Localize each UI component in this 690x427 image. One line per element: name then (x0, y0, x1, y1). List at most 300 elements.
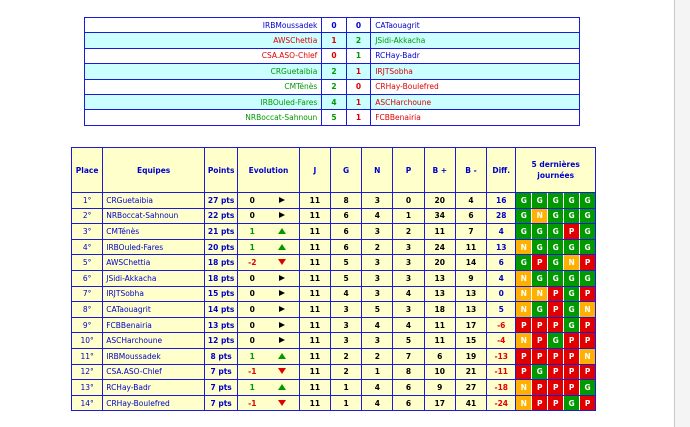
result-home-score: 0 (322, 48, 346, 63)
standing-team: AWSChettia (103, 255, 205, 271)
evolution-wrap (238, 243, 298, 252)
form-result-badge: G (564, 318, 580, 333)
match-results-body (85, 18, 580, 126)
arrow-up-icon (278, 228, 286, 234)
standing-form (516, 286, 596, 302)
standing-goals-for: 18 (424, 302, 455, 318)
standing-evolution (238, 239, 299, 255)
standing-form (516, 302, 596, 318)
standing-place: 11° (72, 348, 103, 364)
evolution-value: 0 (249, 304, 255, 314)
standing-lost: 5 (393, 333, 424, 349)
standing-drawn: 2 (362, 239, 393, 255)
standing-goals-against: 15 (455, 333, 486, 349)
evolution-arrow-wrap (266, 274, 298, 283)
form-result-badge: N (532, 209, 548, 224)
form-result-badge: P (548, 396, 564, 411)
standing-form (516, 395, 596, 411)
evolution-value: 0 (249, 195, 255, 205)
standing-place: 8° (72, 302, 103, 318)
result-home-team: CMTénès (85, 79, 322, 94)
standing-goals-for: 13 (424, 270, 455, 286)
result-home-score: 5 (322, 110, 346, 125)
arrow-right-icon (279, 212, 285, 218)
standing-goal-diff: 13 (487, 239, 516, 255)
standing-goals-against: 41 (455, 395, 486, 411)
form-result-badge: G (548, 255, 564, 270)
header-last5: 5 dernières journées (516, 148, 596, 193)
standing-goal-diff: -18 (487, 380, 516, 396)
standing-goals-against: 14 (455, 255, 486, 271)
standing-won: 5 (330, 255, 361, 271)
evolution-arrow-wrap (266, 196, 298, 205)
standing-goal-diff: 5 (487, 302, 516, 318)
form-result-badge: G (516, 255, 532, 270)
standing-goal-diff: -11 (487, 364, 516, 380)
form-result-badge: P (564, 365, 580, 380)
form-row (516, 318, 595, 333)
arrow-right-icon (279, 322, 285, 328)
standings-row (72, 364, 596, 380)
form-result-badge: P (580, 333, 595, 348)
standing-played: 11 (299, 239, 330, 255)
form-result-badge: P (516, 349, 532, 364)
form-result-badge: N (580, 302, 595, 317)
form-row (516, 349, 595, 364)
evolution-arrow-wrap (266, 227, 298, 236)
standings-row (72, 208, 596, 224)
result-home-score: 2 (322, 79, 346, 94)
evolution-value: 1 (249, 382, 255, 392)
standings-table (71, 147, 596, 411)
result-home-score: 1 (322, 33, 346, 48)
standing-won: 2 (330, 348, 361, 364)
standing-lost: 4 (393, 317, 424, 333)
standing-evolution (238, 395, 299, 411)
standing-place: 9° (72, 317, 103, 333)
standing-drawn: 3 (362, 333, 393, 349)
arrow-right-icon (279, 306, 285, 312)
form-result-badge: G (548, 209, 564, 224)
result-away-team: IRJTSobha (371, 64, 580, 79)
standing-team: FCBBenairia (103, 317, 205, 333)
result-away-team: CRHay-Boulefred (371, 79, 580, 94)
evolution-wrap (238, 227, 298, 236)
standing-goals-for: 24 (424, 239, 455, 255)
header-bminus: B - (455, 148, 486, 193)
standing-team: CSA.ASO-Chlef (103, 364, 205, 380)
standing-goal-diff: -4 (487, 333, 516, 349)
result-row (85, 94, 580, 109)
result-row (85, 110, 580, 125)
header-points: Points (205, 148, 238, 193)
form-result-badge: N (516, 333, 532, 348)
standing-goals-against: 27 (455, 380, 486, 396)
standing-drawn: 4 (362, 208, 393, 224)
standing-place: 3° (72, 224, 103, 240)
form-result-badge: G (532, 302, 548, 317)
form-row (516, 255, 595, 270)
standing-team: JSidi-Akkacha (103, 270, 205, 286)
standing-place: 4° (72, 239, 103, 255)
form-result-badge: P (580, 396, 595, 411)
header-j: J (299, 148, 330, 193)
form-row (516, 271, 595, 286)
standing-goals-for: 20 (424, 255, 455, 271)
standing-form (516, 380, 596, 396)
form-result-badge: P (532, 396, 548, 411)
result-away-score: 1 (346, 48, 370, 63)
standing-form (516, 239, 596, 255)
evolution-value: 1 (249, 226, 255, 236)
form-result-badge: G (532, 271, 548, 286)
form-result-badge: N (516, 271, 532, 286)
form-result-badge: P (548, 302, 564, 317)
form-row (516, 193, 595, 208)
form-result-badge: G (516, 209, 532, 224)
result-away-team: FCBBenairia (371, 110, 580, 125)
standing-played: 11 (299, 208, 330, 224)
form-row (516, 287, 595, 302)
standing-team: IRBMoussadek (103, 348, 205, 364)
standing-goal-diff: 6 (487, 255, 516, 271)
standing-goals-for: 34 (424, 208, 455, 224)
form-result-badge: P (532, 255, 548, 270)
form-result-badge: P (580, 255, 595, 270)
form-result-badge: N (516, 240, 532, 255)
form-result-badge: G (548, 240, 564, 255)
evolution-arrow-wrap (266, 336, 298, 345)
standing-lost: 0 (393, 193, 424, 209)
result-away-team: JSidi-Akkacha (371, 33, 580, 48)
evolution-wrap (238, 336, 298, 345)
standing-drawn: 1 (362, 364, 393, 380)
standing-played: 11 (299, 193, 330, 209)
evolution-arrow-wrap (266, 289, 298, 298)
standing-drawn: 4 (362, 395, 393, 411)
form-result-badge: G (564, 209, 580, 224)
standing-points: 15 pts (205, 286, 238, 302)
standing-goals-against: 21 (455, 364, 486, 380)
standing-played: 11 (299, 364, 330, 380)
standing-goals-for: 20 (424, 193, 455, 209)
standing-won: 6 (330, 224, 361, 240)
standing-place: 1° (72, 193, 103, 209)
evolution-wrap (238, 289, 298, 298)
standing-form (516, 333, 596, 349)
standing-points: 7 pts (205, 364, 238, 380)
result-home-team: NRBoccat-Sahnoun (85, 110, 322, 125)
standing-team: NRBoccat-Sahnoun (103, 208, 205, 224)
standing-played: 11 (299, 255, 330, 271)
form-result-badge: P (564, 224, 580, 239)
standing-team: RCHay-Badr (103, 380, 205, 396)
standing-goals-for: 10 (424, 364, 455, 380)
standing-played: 11 (299, 270, 330, 286)
standing-goals-against: 19 (455, 348, 486, 364)
standing-won: 1 (330, 380, 361, 396)
standing-drawn: 3 (362, 224, 393, 240)
result-home-team: IRBOuled-Fares (85, 94, 322, 109)
standings-row (72, 333, 596, 349)
standing-won: 3 (330, 302, 361, 318)
standing-evolution (238, 380, 299, 396)
result-home-team: AWSChettia (85, 33, 322, 48)
standing-goals-against: 13 (455, 302, 486, 318)
standing-evolution (238, 348, 299, 364)
form-result-badge: P (516, 318, 532, 333)
form-result-badge: G (516, 193, 532, 208)
standing-points: 20 pts (205, 239, 238, 255)
evolution-value: -1 (248, 398, 257, 408)
form-row (516, 365, 595, 380)
evolution-value: 0 (249, 320, 255, 330)
evolution-value: -2 (248, 258, 257, 268)
standing-points: 18 pts (205, 255, 238, 271)
form-result-badge: P (564, 349, 580, 364)
form-result-badge: G (580, 271, 595, 286)
form-result-badge: G (580, 209, 595, 224)
form-result-badge: G (564, 396, 580, 411)
standing-team: IRJTSobha (103, 286, 205, 302)
standing-goals-against: 9 (455, 270, 486, 286)
standing-form (516, 270, 596, 286)
standing-goals-for: 11 (424, 224, 455, 240)
evolution-value: 0 (249, 211, 255, 221)
result-row (85, 64, 580, 79)
evolution-value: 1 (249, 351, 255, 361)
standing-evolution (238, 317, 299, 333)
standing-evolution (238, 302, 299, 318)
evolution-wrap (238, 321, 298, 330)
standing-goals-against: 7 (455, 224, 486, 240)
header-evolution: Evolution (238, 148, 299, 193)
form-result-badge: P (532, 380, 548, 395)
standing-evolution (238, 208, 299, 224)
standings-row (72, 317, 596, 333)
standing-team: ASCHarchoune (103, 333, 205, 349)
standing-goals-for: 11 (424, 333, 455, 349)
standing-lost: 3 (393, 239, 424, 255)
standing-won: 6 (330, 208, 361, 224)
arrow-right-icon (279, 197, 285, 203)
form-result-badge: P (516, 365, 532, 380)
standing-drawn: 3 (362, 193, 393, 209)
form-result-badge: G (548, 193, 564, 208)
standing-played: 11 (299, 348, 330, 364)
form-result-badge: G (564, 240, 580, 255)
standing-won: 3 (330, 317, 361, 333)
evolution-wrap (238, 274, 298, 283)
result-row (85, 33, 580, 48)
standing-team: CATaouagrit (103, 302, 205, 318)
standing-evolution (238, 193, 299, 209)
evolution-value: 0 (249, 289, 255, 299)
form-result-badge: G (580, 224, 595, 239)
evolution-arrow-wrap (266, 243, 298, 252)
standing-goals-for: 17 (424, 395, 455, 411)
form-result-badge: G (548, 224, 564, 239)
arrow-right-icon (279, 275, 285, 281)
standings-row (72, 395, 596, 411)
standing-form (516, 317, 596, 333)
evolution-wrap (238, 196, 298, 205)
evolution-value: 0 (249, 336, 255, 346)
standing-goals-against: 6 (455, 208, 486, 224)
standing-lost: 7 (393, 348, 424, 364)
standing-points: 13 pts (205, 317, 238, 333)
standings-row (72, 380, 596, 396)
result-away-score: 0 (346, 18, 370, 33)
arrow-down-icon (278, 368, 286, 374)
evolution-arrow-wrap (266, 383, 298, 392)
standing-place: 10° (72, 333, 103, 349)
standing-won: 3 (330, 333, 361, 349)
standing-points: 22 pts (205, 208, 238, 224)
standing-lost: 3 (393, 270, 424, 286)
standing-goals-against: 4 (455, 193, 486, 209)
standing-goal-diff: 4 (487, 224, 516, 240)
header-bplus: B + (424, 148, 455, 193)
standing-played: 11 (299, 395, 330, 411)
standing-form (516, 364, 596, 380)
header-place: Place (72, 148, 103, 193)
form-result-badge: G (564, 302, 580, 317)
standing-played: 11 (299, 380, 330, 396)
evolution-arrow-wrap (266, 399, 298, 408)
result-row (85, 79, 580, 94)
standing-evolution (238, 270, 299, 286)
arrow-up-icon (278, 353, 286, 359)
form-result-badge: G (548, 271, 564, 286)
standing-form (516, 348, 596, 364)
standing-goals-for: 9 (424, 380, 455, 396)
standing-goals-for: 13 (424, 286, 455, 302)
form-result-badge: P (548, 365, 564, 380)
form-result-badge: G (580, 240, 595, 255)
standings-row (72, 302, 596, 318)
form-row (516, 224, 595, 239)
form-result-badge: G (564, 193, 580, 208)
form-result-badge: G (516, 224, 532, 239)
standing-goals-against: 17 (455, 317, 486, 333)
standings-row (72, 224, 596, 240)
form-result-badge: N (564, 255, 580, 270)
result-home-score: 4 (322, 94, 346, 109)
evolution-arrow-wrap (266, 321, 298, 330)
result-away-team: ASCHarchoune (371, 94, 580, 109)
standing-goals-against: 13 (455, 286, 486, 302)
form-result-badge: G (532, 365, 548, 380)
standing-place: 5° (72, 255, 103, 271)
standing-goal-diff: 4 (487, 270, 516, 286)
form-result-badge: P (532, 333, 548, 348)
standing-won: 4 (330, 286, 361, 302)
standing-lost: 3 (393, 302, 424, 318)
result-away-score: 1 (346, 110, 370, 125)
header-p: P (393, 148, 424, 193)
standing-place: 2° (72, 208, 103, 224)
result-home-score: 2 (322, 64, 346, 79)
standing-won: 1 (330, 395, 361, 411)
form-result-badge: N (516, 287, 532, 302)
standing-won: 8 (330, 193, 361, 209)
standing-points: 14 pts (205, 302, 238, 318)
form-result-badge: P (580, 365, 595, 380)
standing-played: 11 (299, 302, 330, 318)
standing-points: 8 pts (205, 348, 238, 364)
evolution-arrow-wrap (266, 258, 298, 267)
standing-goal-diff: 28 (487, 208, 516, 224)
form-result-badge: G (564, 287, 580, 302)
standing-place: 13° (72, 380, 103, 396)
standing-drawn: 5 (362, 302, 393, 318)
arrow-up-icon (278, 244, 286, 250)
form-result-badge: N (516, 380, 532, 395)
header-teams: Equipes (103, 148, 205, 193)
standing-lost: 6 (393, 395, 424, 411)
standing-drawn: 4 (362, 317, 393, 333)
standing-goals-for: 6 (424, 348, 455, 364)
form-row (516, 396, 595, 411)
standing-lost: 4 (393, 286, 424, 302)
standings-row (72, 255, 596, 271)
evolution-wrap (238, 211, 298, 220)
arrow-right-icon (279, 290, 285, 296)
standing-place: 14° (72, 395, 103, 411)
form-result-badge: G (548, 333, 564, 348)
standing-goals-against: 11 (455, 239, 486, 255)
form-result-badge: P (564, 333, 580, 348)
standing-team: CMTénès (103, 224, 205, 240)
standing-points: 12 pts (205, 333, 238, 349)
result-home-team: IRBMoussadek (85, 18, 322, 33)
standing-lost: 8 (393, 364, 424, 380)
evolution-value: -1 (248, 367, 257, 377)
result-away-score: 1 (346, 64, 370, 79)
standing-goal-diff: 16 (487, 193, 516, 209)
form-result-badge: P (580, 318, 595, 333)
form-result-badge: P (548, 318, 564, 333)
standings-body (72, 193, 596, 411)
form-result-badge: P (548, 287, 564, 302)
result-home-team: CRGuetaibia (85, 64, 322, 79)
evolution-value: 1 (249, 242, 255, 252)
standing-won: 5 (330, 270, 361, 286)
standing-goals-for: 11 (424, 317, 455, 333)
standing-lost: 6 (393, 380, 424, 396)
standing-lost: 2 (393, 224, 424, 240)
standing-evolution (238, 364, 299, 380)
standing-place: 7° (72, 286, 103, 302)
form-row (516, 380, 595, 395)
arrow-down-icon (278, 400, 286, 406)
standing-goal-diff: -6 (487, 317, 516, 333)
standing-drawn: 3 (362, 270, 393, 286)
form-result-badge: N (580, 349, 595, 364)
evolution-arrow-wrap (266, 305, 298, 314)
form-result-badge: P (532, 318, 548, 333)
arrow-down-icon (278, 259, 286, 265)
standing-played: 11 (299, 224, 330, 240)
evolution-wrap (238, 305, 298, 314)
standing-lost: 3 (393, 255, 424, 271)
form-result-badge: P (548, 349, 564, 364)
evolution-wrap (238, 352, 298, 361)
evolution-arrow-wrap (266, 367, 298, 376)
standings-row (72, 239, 596, 255)
standings-row (72, 286, 596, 302)
